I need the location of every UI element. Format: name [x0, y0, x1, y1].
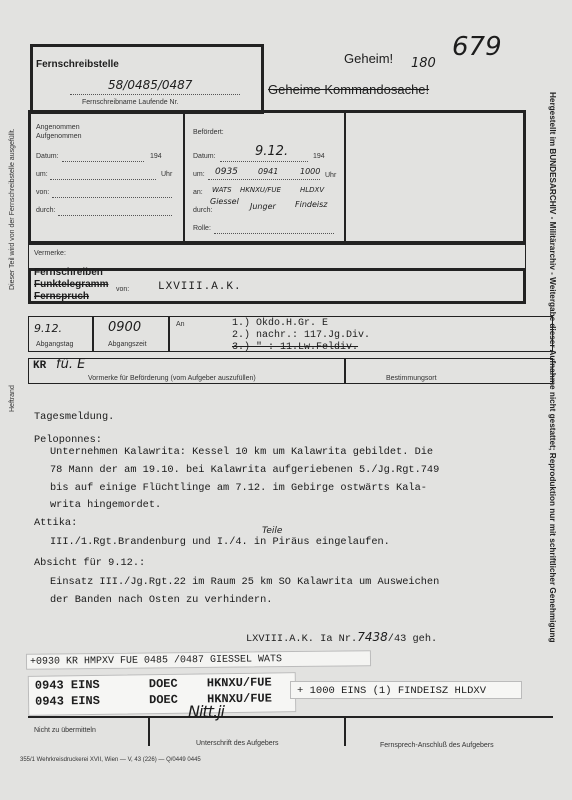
serial-number: 58/0485/0487 — [108, 78, 193, 92]
body-line: Einsatz III./Jg.Rgt.22 im Raum 25 km SO Kalawrita um Ausweichen — [50, 576, 440, 588]
strip-fragment: DOEC — [148, 692, 178, 708]
submitter-signature: Nitt.ji — [188, 702, 224, 721]
priority-code: KR — [33, 360, 47, 372]
departure-day-label: Abgangstag — [36, 341, 74, 348]
received-date-label: Datum: — [36, 153, 59, 160]
forwarded-uhr: Uhr — [325, 172, 337, 179]
binding-margin-label: Heftrand — [9, 385, 16, 412]
divider — [344, 358, 346, 384]
body-line: der Banden nach Osten zu verhindern. — [50, 594, 273, 606]
forwarded-time-1: 0935 — [215, 167, 238, 177]
body-line: writa hingemordet. — [50, 499, 162, 511]
divider — [148, 716, 150, 746]
body-line: bis auf einige Flüchtlinge am 7.12. im Gebirge ostwärts Kala- — [50, 482, 427, 494]
divider — [183, 112, 185, 242]
forwarded-to-label: an: — [193, 189, 203, 196]
signoff-prefix: LXVIII.A.K. Ia Nr. — [246, 633, 358, 645]
forwarded-by-3: Findeisz — [295, 200, 328, 209]
secret-number: 180 — [411, 56, 436, 71]
type-telephone: Fernspruch — [34, 291, 90, 302]
dots — [220, 161, 308, 162]
departure-time: 0900 — [108, 320, 142, 335]
strip-fragment: 0943 EINS — [34, 677, 100, 693]
teleprinter-strip: +0930 KR HMPXV FUE 0485 /0487 GIESSEL WATS — [26, 650, 371, 670]
message-from-value: LXVIII.A.K. — [158, 281, 242, 293]
recipient-2: 2.) nachr.: 117.Jg.Div. — [232, 330, 371, 341]
section-intent: Absicht für 9.12.: — [34, 557, 146, 569]
taken-label: Aufgenommen — [36, 133, 82, 140]
role-label: Rolle: — [193, 225, 211, 232]
serial-dots — [70, 94, 240, 95]
received-year: 194 — [150, 153, 162, 160]
printer-imprint: 355/1 Wehrkreisdruckerei XVII, Wien — V, 43 (226) — Q/0449 0445 — [20, 757, 201, 763]
received-by-label: durch: — [36, 207, 56, 214]
type-telex: Fernschreiben — [34, 267, 103, 278]
handwritten-insert: Teile — [262, 526, 283, 536]
archive-stamp: Hergestellt im BUNDESARCHIV - Militärarchiv - Weitergabe dieser Aufnahme nicht gestattet; Reproduktion nur mit schriftlicher Genehmigung — [548, 92, 557, 643]
routing-table — [28, 110, 526, 244]
section-peloponnese: Peloponnes: — [34, 434, 102, 446]
dots — [208, 179, 320, 180]
strip-fragment: HKNXU/FUE — [206, 675, 272, 691]
command-secret-label: Geheime Kommandosache! — [268, 82, 430, 97]
received-time-label: um: — [36, 171, 48, 178]
divider — [92, 316, 94, 352]
to-label: An — [176, 321, 185, 328]
signoff-suffix: /43 geh. — [387, 633, 438, 645]
recipient-1: 1.) Okdo.H.Gr. E — [232, 318, 329, 329]
divider — [168, 316, 170, 352]
teleprinter-strip-block — [28, 672, 297, 716]
divider — [344, 112, 346, 242]
departure-time-label: Abgangszeit — [108, 341, 147, 348]
dots — [50, 179, 156, 180]
message-from-label: von: — [116, 286, 130, 293]
forwarded-to-2: HKNXU/FUE — [240, 186, 281, 194]
forwarded-time-2: 0941 — [258, 167, 279, 176]
document-number: 679 — [452, 32, 502, 62]
received-from-label: von: — [36, 189, 50, 196]
forwarded-date: 9.12. — [255, 144, 289, 159]
departure-day: 9.12. — [34, 322, 62, 335]
received-uhr: Uhr — [161, 171, 173, 178]
dots — [58, 215, 172, 216]
body-line: III./1.Rgt.Brandenburg und I./4. in Piräus eingelaufen. — [50, 536, 390, 548]
dots — [62, 161, 144, 162]
teleprinter-strip: + 1000 EINS (1) FINDEISZ HLDXV — [290, 681, 522, 699]
forwarded-by-1: Giessel — [210, 197, 239, 206]
forwarded-to-1: WATS — [212, 186, 232, 194]
left-margin-note: Dieser Teil wird von der Fernschreibstelle ausgefüllt. — [9, 128, 16, 290]
forwarded-date-label: Datum: — [193, 153, 216, 160]
serial-label: Fernschreibname Laufende Nr. — [82, 99, 179, 106]
strip-fragment: HKNXU/FUE — [206, 691, 272, 707]
accepted-label: Angenommen — [36, 124, 80, 131]
strip-fragment: DOEC — [148, 676, 178, 692]
section-attica: Attika: — [34, 517, 78, 529]
divider — [344, 716, 346, 746]
not-transmitted-label: Nicht zu übermitteln — [34, 727, 96, 734]
signature-label: Unterschrift des Aufgebers — [196, 740, 279, 747]
priority-note: fü. E — [56, 357, 86, 372]
message-title: Tagesmeldung. — [34, 411, 115, 423]
body-line: 78 Mann der am 19.10. bei Kalawrita aufgeriebenen 5./Jg.Rgt.749 — [50, 464, 440, 476]
forwarded-time-3: 1000 — [300, 167, 321, 176]
destination-label: Bestimmungsort — [386, 375, 437, 382]
forwarded-by-2: Junger — [250, 202, 276, 211]
phone-label: Fernsprech-Anschluß des Aufgebers — [380, 742, 494, 749]
signoff — [246, 630, 437, 645]
footer-rule — [28, 716, 553, 718]
strip-fragment: 0943 EINS — [34, 693, 101, 709]
station-label: Fernschreibstelle — [36, 59, 119, 70]
forwarded-year: 194 — [313, 153, 325, 160]
dots — [214, 233, 334, 234]
notes-label: Vermerke: — [34, 250, 66, 257]
dots — [52, 197, 172, 198]
recipient-3: 3.) " : 11.Lw.Feldiv. — [232, 342, 359, 353]
forwarded-title: Befördert: — [193, 129, 224, 136]
priority-label: Vormerke für Beförderung (vom Aufgeber auszufüllen) — [88, 375, 256, 382]
type-radio-telegram: Funktelegramm — [34, 279, 109, 290]
body-line: Unternehmen Kalawrita: Kessel 10 km um Kalawrita gebildet. Die — [50, 446, 434, 458]
signoff-number: 7438 — [357, 630, 388, 644]
forwarded-to-3: HLDXV — [300, 186, 325, 194]
forwarded-by-label: durch: — [193, 207, 213, 214]
secret-label: Geheim! — [344, 51, 394, 66]
forwarded-time-label: um: — [193, 171, 205, 178]
